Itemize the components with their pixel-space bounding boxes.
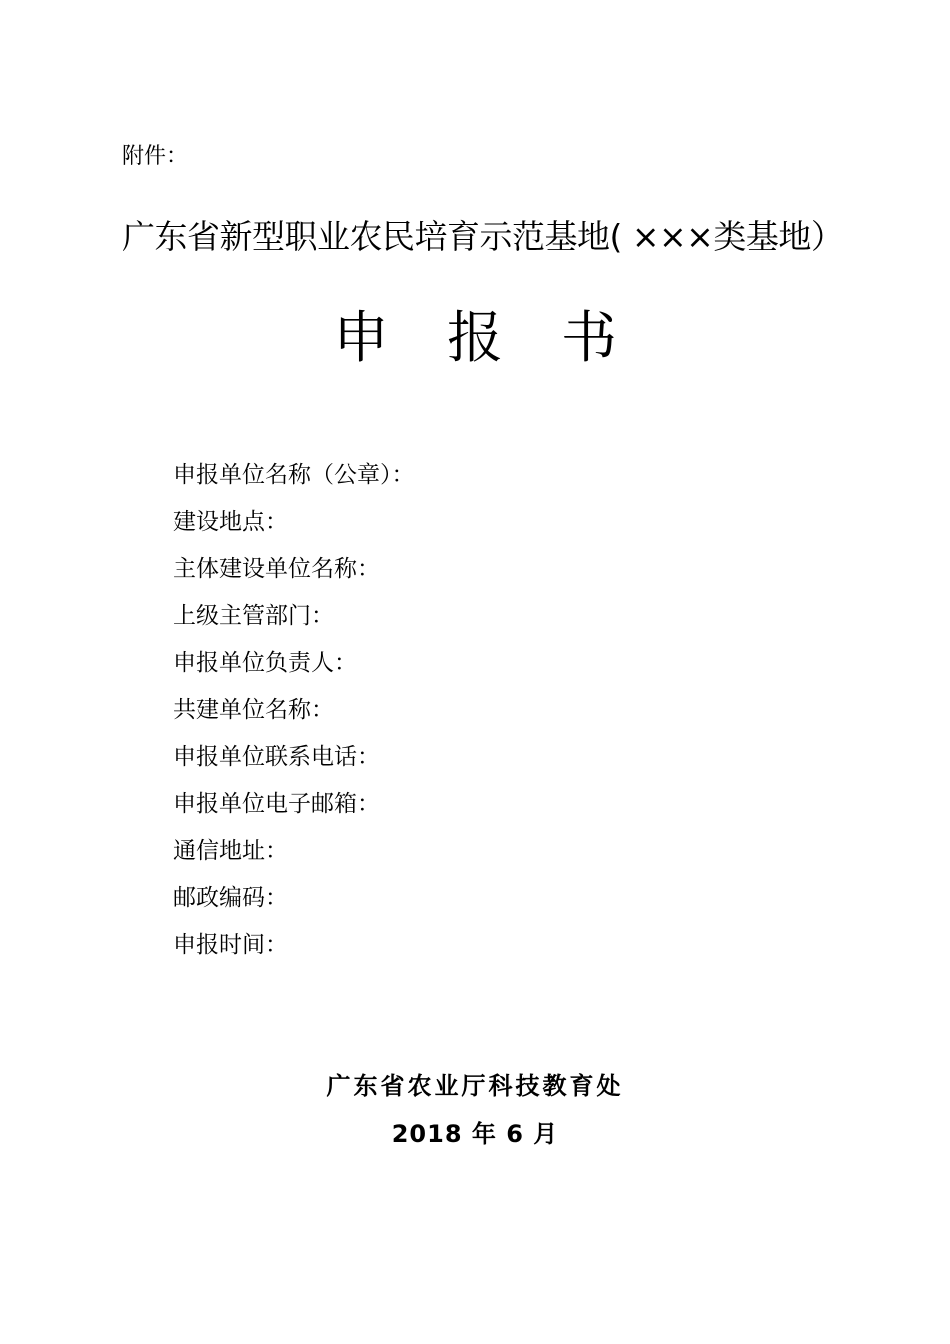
field-applicant-unit-name: 申报单位名称（公章）： [173,462,415,488]
field-contact-phone: 申报单位联系电话： [173,744,380,770]
field-postal-code: 邮政编码： [173,885,288,911]
issuer-name: 广东省农业厅科技教育处 [326,1071,624,1100]
field-mailing-address: 通信地址： [173,838,288,864]
attachment-label: 附件： [122,144,189,169]
field-supervising-department: 上级主管部门： [173,603,334,629]
field-construction-site: 建设地点： [173,509,288,535]
field-applicant-unit-head: 申报单位负责人： [173,650,357,676]
document-title: 广东省新型职业农民培育示范基地( ×××类基地） [122,217,844,256]
form-field-list [173,453,415,970]
document-subtitle: 申报书 [333,306,675,371]
field-application-time: 申报时间： [173,932,288,958]
field-email: 申报单位电子邮箱： [173,791,380,817]
issue-date: 2018 年 6 月 [391,1120,559,1148]
field-main-construction-unit: 主体建设单位名称： [173,556,380,582]
field-co-construction-unit: 共建单位名称： [173,697,334,723]
